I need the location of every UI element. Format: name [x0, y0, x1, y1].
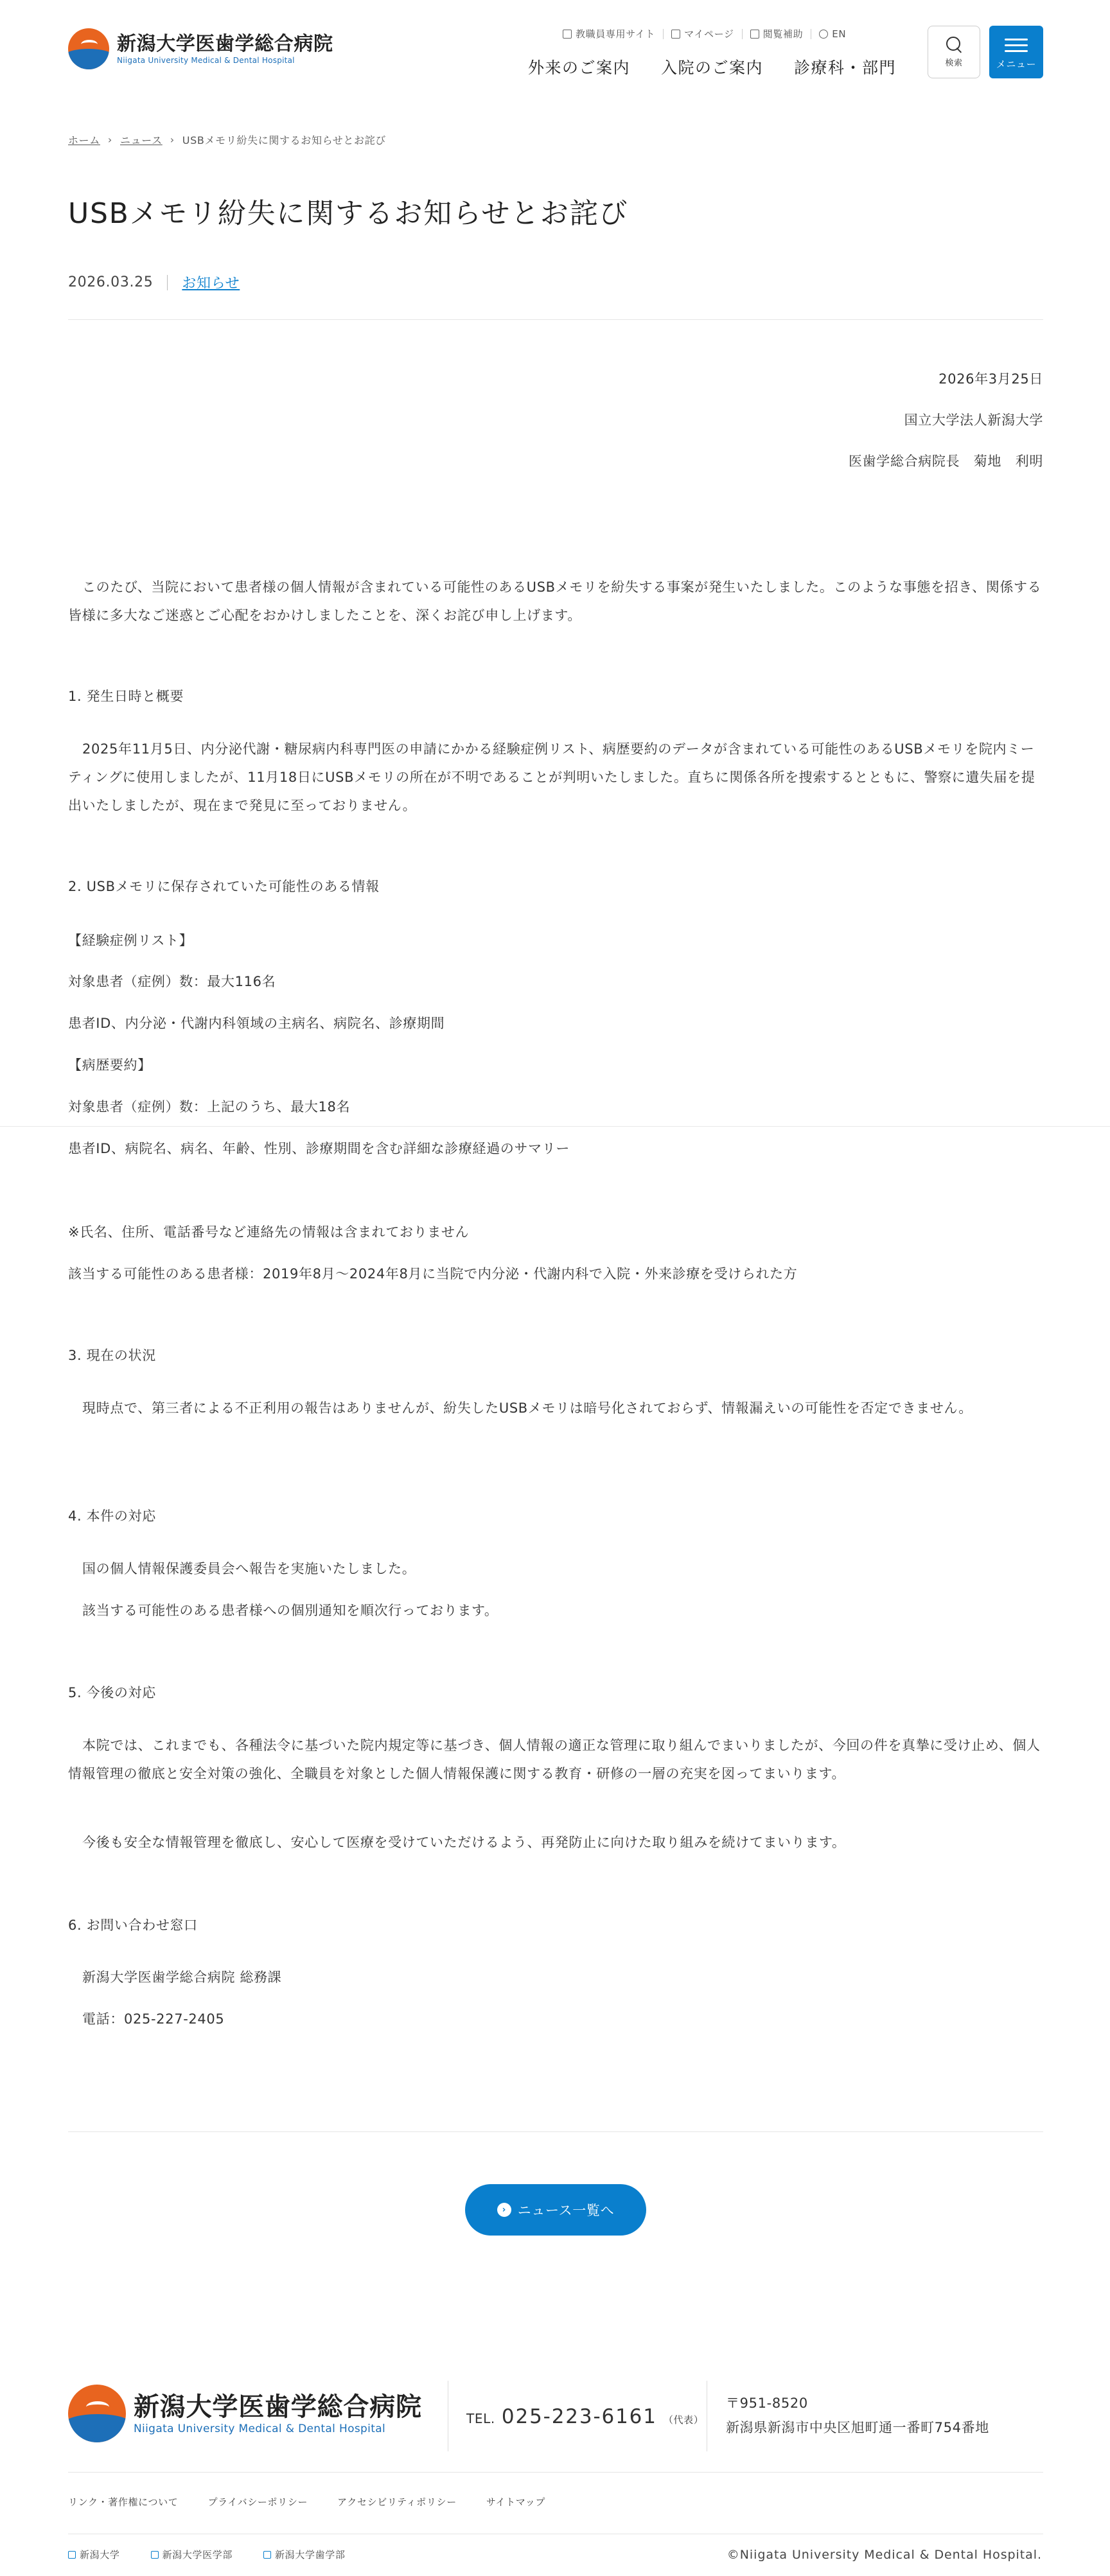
sign-person: 医歯学総合病院長 菊地 利明: [849, 454, 1043, 469]
folder-icon: [671, 30, 680, 39]
global-nav: [528, 55, 896, 78]
meta-separator: [167, 275, 168, 290]
footer-link-privacy[interactable]: プライバシーポリシー: [207, 2496, 308, 2508]
reader-icon: [750, 30, 759, 39]
external-link-medicine[interactable]: [151, 2548, 233, 2561]
footer-link-accessibility[interactable]: アクセシビリティポリシー: [337, 2496, 457, 2508]
section-3-paragraph: 現時点で、第三者による不正利用の報告はありませんが、紛失したUSBメモリは暗号化されておらず、情報漏えいの可能性を否定できません。: [82, 1400, 973, 1416]
nav-departments[interactable]: 診療科・部門: [794, 58, 897, 77]
site-logo[interactable]: [68, 28, 333, 69]
info-note: ※氏名、住所、電話番号など連絡先の情報は含まれておりません: [68, 1224, 470, 1240]
info-list-heading-cases: 【経験症例リスト】: [68, 933, 193, 948]
section-4-item-report: 国の個人情報保護委員会へ報告を実施いたしました。: [82, 1561, 416, 1576]
section-heading-5: 5. 今後の対応: [68, 1685, 156, 1700]
hospital-logo-icon: [68, 28, 109, 69]
street-address: 新潟県新潟市中央区旭町通一番町754番地: [726, 2420, 989, 2435]
hamburger-icon: [1005, 39, 1028, 52]
section-heading-3: 3. 現在の状況: [68, 1348, 156, 1363]
section-heading-6: 6. お問い合わせ窓口: [68, 1918, 198, 1933]
footer-logo-name-ja: 新潟大学医歯学総合病院: [134, 2392, 422, 2422]
external-link-label: 新潟大学医学部: [162, 2549, 233, 2561]
info-affected-patients: 該当する可能性のある患者様：2019年8月〜2024年8月に当院で内分泌・代謝内科で入院・外来診療を受けられた方: [68, 1266, 798, 1282]
section-4-item-notice: 該当する可能性のある患者様への個別通知を順次行っております。: [82, 1603, 498, 1618]
util-mypage[interactable]: [671, 27, 734, 40]
nav-inpatient[interactable]: 入院のご案内: [661, 58, 764, 77]
arrow-right-circle-icon: ›: [497, 2203, 511, 2217]
breadcrumb-home[interactable]: ホーム: [68, 134, 100, 146]
page-divider: [0, 1126, 1110, 1127]
info-item-case-count: 対象患者（症例）数：最大116名: [68, 974, 276, 989]
search-label: 検索: [945, 58, 963, 68]
section-1-paragraph: 2025年11月5日、内分泌代謝・糖尿病内科専門医の申請にかかる経験症例リスト、病歴要約のデータが含まれている可能性のあるUSBメモリを院内ミーティングに使用しましたが、11月18日にUSBメモリの所在が不明であることが判明いたしました。直ちに関係各所を捜索するとともに、警察に遺失届を提出いたしましたが、現在まで発見に至っておりません。: [68, 741, 1035, 813]
chevron-right-icon: ›: [107, 134, 112, 146]
logo-name-ja: 新潟大学医歯学総合病院: [117, 33, 333, 55]
zip-code: 〒951-8520: [726, 2395, 808, 2411]
external-link-icon: [151, 2551, 159, 2559]
tel-note: （代表）: [663, 2414, 704, 2426]
page-title: USBメモリ紛失に関するお知らせとお詫び: [68, 197, 629, 230]
info-list-heading-summary: 【病歴要約】: [68, 1057, 152, 1073]
footer-logo[interactable]: [68, 2385, 422, 2442]
util-english-label: EN: [832, 28, 847, 40]
info-item-summary-fields: 患者ID、病院名、病名、年齢、性別、診療期間を含む詳細な診療経過のサマリー: [68, 1141, 570, 1156]
section-heading-4: 4. 本件の対応: [68, 1508, 156, 1524]
external-link-label: 新潟大学歯学部: [275, 2549, 346, 2561]
util-accessibility[interactable]: [750, 27, 804, 40]
footer-logo-text: [134, 2392, 422, 2435]
article-end-divider: [68, 2131, 1043, 2132]
footer-phone: [466, 2405, 703, 2428]
footer-link-sitemap[interactable]: サイトマップ: [486, 2496, 546, 2508]
breadcrumb-news[interactable]: ニュース: [119, 134, 163, 146]
util-separator: [742, 29, 743, 39]
site-header: [0, 0, 1110, 96]
breadcrumb: [68, 132, 386, 147]
article-category-link[interactable]: お知らせ: [182, 276, 240, 292]
section-5-paragraph-2: 今後も安全な情報管理を徹底し、安心して医療を受けていただけるよう、再発防止に向けた取り組みを続けてまいります。: [82, 1835, 846, 1850]
title-divider: [68, 319, 1043, 320]
external-link-icon: [263, 2551, 271, 2559]
info-item-case-fields: 患者ID、内分泌・代謝内科領域の主病名、病院名、診療期間: [68, 1016, 445, 1031]
tel-number[interactable]: 025-223-6161: [501, 2405, 657, 2428]
intro-paragraph: このたび、当院において患者様の個人情報が含まれている可能性のあるUSBメモリを紛失する事案が発生いたしました。このような事態を招き、関係する皆様に多大なご迷惑とご心配をおかけしましたことを、深くお詫び申し上げます。: [68, 579, 1042, 623]
news-list-button-label: ニュース一覧へ: [517, 2203, 615, 2218]
sign-org: 国立大学法人新潟大学: [904, 412, 1043, 428]
logo-name-en: Niigata University Medical & Dental Hospital: [117, 56, 295, 65]
footer-links: [68, 2495, 545, 2509]
utility-nav: [563, 27, 846, 40]
search-button[interactable]: [928, 26, 980, 78]
external-link-university[interactable]: [68, 2548, 120, 2561]
hospital-logo-icon: [68, 2385, 126, 2442]
article-meta: [68, 272, 240, 292]
footer-link-copyright[interactable]: リンク・著作権について: [68, 2496, 179, 2508]
footer-address: [726, 2391, 989, 2440]
external-link-icon: [68, 2551, 76, 2559]
util-staff-site[interactable]: [563, 27, 655, 40]
util-accessibility-label: 閲覧補助: [762, 28, 804, 40]
copyright: ©Niigata University Medical & Dental Hospital.: [727, 2548, 1042, 2562]
footer-divider: [68, 2472, 1043, 2473]
menu-button[interactable]: [989, 26, 1043, 78]
tel-prefix: TEL.: [466, 2411, 495, 2426]
util-mypage-label: マイページ: [684, 28, 734, 40]
logo-text: [117, 33, 333, 65]
contact-department: 新潟大学医歯学総合病院 総務課: [82, 1970, 282, 1985]
info-item-summary-count: 対象患者（症例）数：上記のうち、最大18名: [68, 1099, 351, 1115]
section-5-paragraph-1: 本院では、これまでも、各種法令に基づいた院内規定等に基づき、個人情報の適正な管理に取り組んでまいりましたが、今回の件を真摯に受け止め、個人情報管理の徹底と安全対策の強化、全職員を対象とした個人情報保護に関する教育・研修の一層の充実を図ってまいります。: [68, 1738, 1041, 1781]
external-link-label: 新潟大学: [80, 2549, 120, 2561]
util-separator: [663, 29, 664, 39]
search-icon: [945, 35, 963, 53]
chevron-right-icon: ›: [170, 134, 175, 146]
menu-label: メニュー: [996, 58, 1037, 70]
article-date: 2026.03.25: [68, 274, 154, 290]
util-staff-site-label: 教職員専用サイト: [576, 28, 656, 40]
section-heading-1: 1. 発生日時と概要: [68, 689, 184, 704]
nav-outpatient[interactable]: 外来のご案内: [528, 58, 631, 77]
globe-icon: [819, 30, 828, 39]
util-english[interactable]: [819, 28, 846, 40]
section-heading-2: 2. USBメモリに保存されていた可能性のある情報: [68, 879, 380, 894]
news-list-button[interactable]: [465, 2184, 646, 2236]
footer-logo-name-en: Niigata University Medical & Dental Hospital: [134, 2422, 386, 2435]
contact-phone: 電話：025-227-2405: [82, 2011, 225, 2027]
breadcrumb-current: USBメモリ紛失に関するお知らせとお詫び: [182, 134, 386, 146]
sign-date: 2026年3月25日: [938, 371, 1043, 387]
external-link-icon: [563, 30, 572, 39]
external-link-dentistry[interactable]: [263, 2548, 345, 2561]
